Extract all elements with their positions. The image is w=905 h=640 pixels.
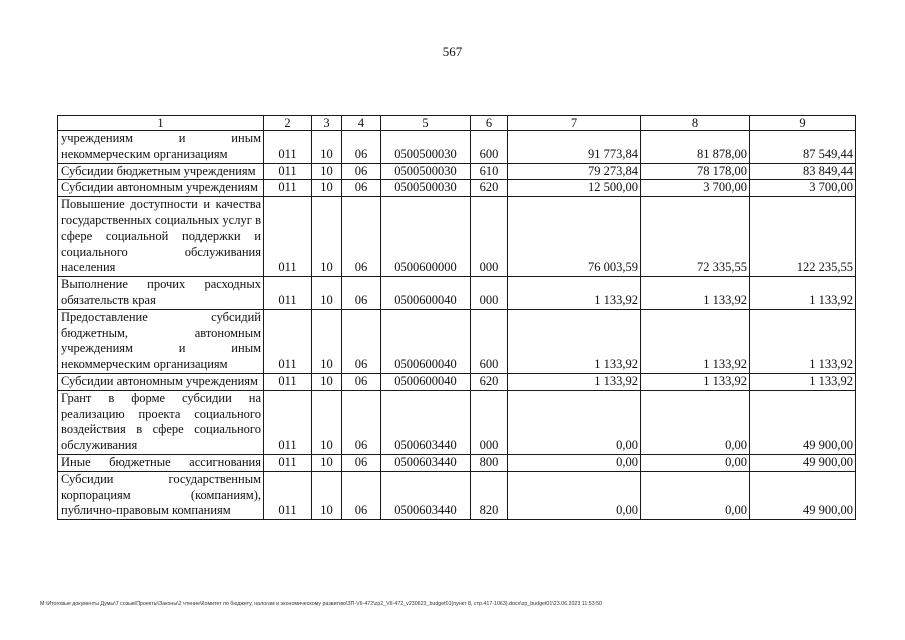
cell-code: 0500600040 xyxy=(381,309,471,373)
header-cell: 2 xyxy=(264,116,312,131)
header-cell: 3 xyxy=(312,116,342,131)
cell-code: 10 xyxy=(312,471,342,519)
cell-code: 011 xyxy=(264,309,312,373)
cell-amount: 0,00 xyxy=(508,390,641,454)
header-cell: 5 xyxy=(381,116,471,131)
header-cell: 7 xyxy=(508,116,641,131)
cell-code: 0500500030 xyxy=(381,163,471,180)
cell-code: 10 xyxy=(312,373,342,390)
table-row xyxy=(58,197,856,277)
cell-amount: 83 849,44 xyxy=(750,163,856,180)
cell-amount: 1 133,92 xyxy=(508,277,641,310)
cell-code: 011 xyxy=(264,131,312,164)
cell-code: 10 xyxy=(312,197,342,277)
cell-amount: 49 900,00 xyxy=(750,454,856,471)
row-name: Субсидии государственным корпорациям (компаниям), публично-правовым компаниям xyxy=(58,471,264,519)
cell-code: 620 xyxy=(471,373,508,390)
table-row xyxy=(58,373,856,390)
header-cell: 1 xyxy=(58,116,264,131)
cell-code: 10 xyxy=(312,390,342,454)
table-row xyxy=(58,309,856,373)
cell-code: 820 xyxy=(471,471,508,519)
cell-code: 0500603440 xyxy=(381,471,471,519)
table-row xyxy=(58,163,856,180)
cell-code: 10 xyxy=(312,277,342,310)
table-row xyxy=(58,277,856,310)
cell-code: 10 xyxy=(312,131,342,164)
cell-code: 000 xyxy=(471,197,508,277)
cell-code: 10 xyxy=(312,309,342,373)
cell-amount: 122 235,55 xyxy=(750,197,856,277)
row-name: Предоставление субсидий бюджетным, автономным учреждениям и иным некоммерческим организациям xyxy=(58,309,264,373)
cell-code: 06 xyxy=(342,163,381,180)
row-name: Повышение доступности и качества государственных социальных услуг в сфере социальной поддержки и социального обслуживания населения xyxy=(58,197,264,277)
cell-code: 000 xyxy=(471,277,508,310)
cell-code: 011 xyxy=(264,163,312,180)
table-row xyxy=(58,180,856,197)
footer-file-path: M:\Итоговые документы Думы\7 созыв\Проекты\Законы\2 чтение\Комитет по бюджету, налогам и экономическому развитию\ЗП-VII-472\zp2_VII-472_v230623_budget01(пункт 8, стр.417-1063).docx\zp_budget01\23.06.2023 11:53:50 xyxy=(40,601,602,607)
cell-code: 0500500030 xyxy=(381,131,471,164)
cell-code: 10 xyxy=(312,454,342,471)
cell-code: 06 xyxy=(342,454,381,471)
cell-amount: 1 133,92 xyxy=(750,277,856,310)
cell-amount: 1 133,92 xyxy=(750,373,856,390)
cell-code: 620 xyxy=(471,180,508,197)
cell-amount: 1 133,92 xyxy=(508,309,641,373)
cell-code: 600 xyxy=(471,309,508,373)
cell-amount: 78 178,00 xyxy=(641,163,750,180)
cell-amount: 1 133,92 xyxy=(641,373,750,390)
cell-amount: 1 133,92 xyxy=(641,309,750,373)
cell-amount: 76 003,59 xyxy=(508,197,641,277)
cell-code: 06 xyxy=(342,180,381,197)
cell-amount: 79 273,84 xyxy=(508,163,641,180)
table-row xyxy=(58,390,856,454)
cell-amount: 3 700,00 xyxy=(750,180,856,197)
cell-amount: 1 133,92 xyxy=(750,309,856,373)
cell-amount: 0,00 xyxy=(508,471,641,519)
cell-code: 0500600000 xyxy=(381,197,471,277)
table-header-row xyxy=(58,116,856,131)
cell-amount: 72 335,55 xyxy=(641,197,750,277)
cell-code: 011 xyxy=(264,471,312,519)
cell-code: 011 xyxy=(264,373,312,390)
cell-code: 06 xyxy=(342,309,381,373)
cell-code: 0500603440 xyxy=(381,454,471,471)
header-cell: 9 xyxy=(750,116,856,131)
cell-code: 10 xyxy=(312,180,342,197)
cell-amount: 49 900,00 xyxy=(750,471,856,519)
table-row xyxy=(58,131,856,164)
cell-code: 011 xyxy=(264,277,312,310)
cell-amount: 0,00 xyxy=(641,471,750,519)
cell-code: 600 xyxy=(471,131,508,164)
cell-code: 06 xyxy=(342,277,381,310)
cell-amount: 0,00 xyxy=(508,454,641,471)
cell-amount: 81 878,00 xyxy=(641,131,750,164)
cell-code: 06 xyxy=(342,373,381,390)
cell-code: 800 xyxy=(471,454,508,471)
cell-code: 06 xyxy=(342,197,381,277)
cell-amount: 12 500,00 xyxy=(508,180,641,197)
cell-code: 0500600040 xyxy=(381,373,471,390)
cell-amount: 1 133,92 xyxy=(508,373,641,390)
header-cell: 8 xyxy=(641,116,750,131)
cell-code: 011 xyxy=(264,180,312,197)
cell-amount: 3 700,00 xyxy=(641,180,750,197)
cell-code: 011 xyxy=(264,390,312,454)
cell-amount: 0,00 xyxy=(641,390,750,454)
table-row xyxy=(58,454,856,471)
page-number: 567 xyxy=(442,44,463,59)
row-name: Иные бюджетные ассигнования xyxy=(58,454,264,471)
row-name: Субсидии бюджетным учреждениям xyxy=(58,163,264,180)
row-name: Выполнение прочих расходных обязательств края xyxy=(58,277,264,310)
cell-code: 0500500030 xyxy=(381,180,471,197)
cell-code: 06 xyxy=(342,131,381,164)
budget-table xyxy=(57,115,856,520)
row-name: Грант в форме субсидии на реализацию проекта социального воздействия в сфере социального обслуживания xyxy=(58,390,264,454)
cell-code: 011 xyxy=(264,454,312,471)
cell-amount: 49 900,00 xyxy=(750,390,856,454)
cell-code: 10 xyxy=(312,163,342,180)
cell-code: 06 xyxy=(342,390,381,454)
row-name: Субсидии автономным учреждениям xyxy=(58,180,264,197)
cell-amount: 87 549,44 xyxy=(750,131,856,164)
row-name: Субсидии автономным учреждениям xyxy=(58,373,264,390)
cell-amount: 0,00 xyxy=(641,454,750,471)
header-cell: 6 xyxy=(471,116,508,131)
cell-code: 0500600040 xyxy=(381,277,471,310)
header-cell: 4 xyxy=(342,116,381,131)
cell-amount: 1 133,92 xyxy=(641,277,750,310)
row-name: учреждениям и иным некоммерческим организациям xyxy=(58,131,264,164)
cell-code: 06 xyxy=(342,471,381,519)
cell-code: 000 xyxy=(471,390,508,454)
table-row xyxy=(58,471,856,519)
cell-amount: 91 773,84 xyxy=(508,131,641,164)
cell-code: 0500603440 xyxy=(381,390,471,454)
cell-code: 610 xyxy=(471,163,508,180)
cell-code: 011 xyxy=(264,197,312,277)
